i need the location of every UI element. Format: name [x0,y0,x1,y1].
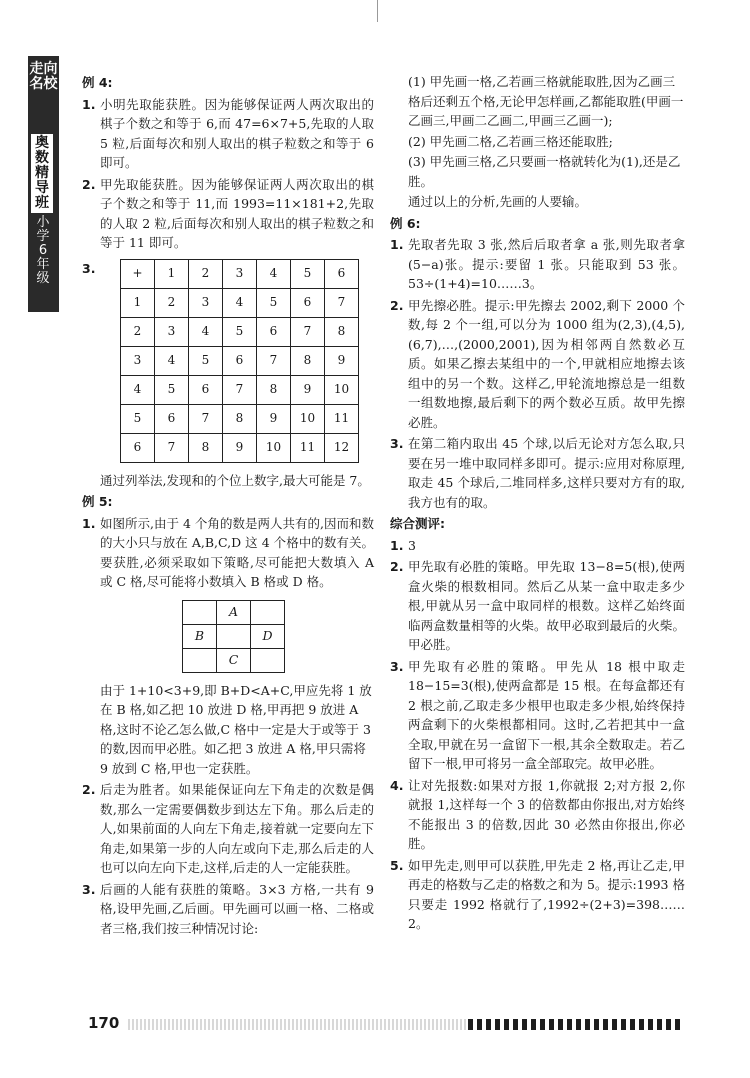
table-cell: 5 [291,259,325,288]
table-cell: 4 [223,288,257,317]
table-cell: 12 [325,433,359,462]
table-cell: 2 [189,259,223,288]
left-column [82,72,374,940]
list-item [82,259,374,463]
item-text: 让对先报数:如果对方报 1,你就报 2;对方报 2,你就报 1,这样每一个 3 的倍数都由你报出,对方始终不能报出 3 的倍数,因此 30 必然由你报出,你必胜。 [408,777,685,851]
table-cell: 6 [325,259,359,288]
list-item [82,95,374,173]
grid-cell: B [183,624,217,648]
table-cell: 5 [121,404,155,433]
top-divider-line [377,0,378,22]
list-item [390,434,685,512]
item-number: 3. [390,658,404,674]
table-row [121,404,359,433]
list-item [390,776,685,854]
table-cell: 1 [155,259,189,288]
item-number: 3. [390,436,404,451]
case-3: (3) 甲先画三格,乙只要画一格就转化为(1),还是乙胜。 [408,154,681,189]
table-cell: 5 [257,288,291,317]
table-cell: 7 [189,404,223,433]
grid-row [183,648,285,672]
ex6-heading: 例 6: [390,215,421,231]
list-item [390,536,685,556]
grid-row [183,624,285,648]
table-cell: 11 [325,404,359,433]
table-cell: 4 [189,317,223,346]
table-row [121,288,359,317]
series-label: 走向名校 [29,61,58,92]
item-number: 2. [390,297,404,313]
table-row [121,375,359,404]
item-text: 小明先取能获胜。因为能够保证两人两次取出的棋子个数之和等于 6,而 47=6×7+5,先取的人取 5 粒,后面每次和别人取出的棋子粒数之和等于 6 即可。 [100,96,374,170]
table-cell: 5 [223,317,257,346]
item-text: 甲先取能获胜。因为能够保证两人两次取出的棋子个数之和等于 11,而 1993=11×181+2,先取的人取 2 粒,后面每次和别人取出的棋子粒数之和等于 11 即可。 [100,176,374,250]
table-row [121,346,359,375]
table-cell: 6 [189,375,223,404]
review-heading: 综合测评: [390,516,445,531]
grid-cell: C [217,648,251,672]
table-cell: 9 [325,346,359,375]
table-cell: 6 [257,317,291,346]
item-number: 3. [82,881,96,897]
item-number: 1. [82,515,96,531]
grid-cell [183,648,217,672]
table-cell: 1 [121,288,155,317]
table-cell: 8 [223,404,257,433]
item-text: 在第二箱内取出 45 个球,以后无论对方怎么取,只要在另一堆中取同样多即可。提示:应用对称原理,取走 45 个球后,二堆同样多,这样只要对方有的取,我方也有的取。 [408,436,685,510]
item-number: 1. [82,96,96,112]
table-cell: 4 [121,375,155,404]
item-text: 甲先取有必胜的策略。甲先从 18 根中取走 18−15=3(根),使两盒都是 15 根。在每盒都还有 2 根之前,乙取走多少根甲也取走多少根,始终保持两盒剩下的火柴根都相同。这时,乙若把其中一盒全取,甲就在另一盒留下一根,其余全数取走。若乙留下一根,甲可将另一盒全部取完。故甲必胜。 [408,658,685,771]
list-item [82,880,374,939]
table-cell: 6 [291,288,325,317]
table-cell: + [121,259,155,288]
list-item [390,557,685,655]
table-cell: 9 [291,375,325,404]
item-number: 2. [82,782,96,797]
list-item [82,514,374,592]
table-row [121,317,359,346]
table-cell: 6 [155,404,189,433]
item-number: 5. [390,857,404,873]
list-item [390,296,685,433]
table-cell: 11 [291,433,325,462]
item-number: 2. [82,176,96,192]
table-cell: 3 [121,346,155,375]
table-row [121,259,359,288]
right-column [390,72,685,936]
table-cell: 10 [257,433,291,462]
footer-chevron-stripe [468,1019,683,1030]
table-cell: 6 [223,346,257,375]
table-cell: 10 [325,375,359,404]
grid-cell [251,648,285,672]
item-number: 1. [390,537,404,553]
table-cell: 3 [189,288,223,317]
table-cell: 7 [223,375,257,404]
table-cell: 8 [291,346,325,375]
grid-cell [183,600,217,624]
item-continuation: 由于 1+10<3+9,即 B+D<A+C,甲应先将 1 放在 B 格,如乙把 10 放进 D 格,甲再把 9 放进 A 格,这时不论乙怎么做,C 格中一定是大于或等于 3 的数,因而甲必胜。如乙把 3 放进 A 格,甲只需将 9 放到 C 格,甲也一定获胜。 [100,682,372,776]
item-text: 3 [408,537,416,553]
table-cell: 9 [257,404,291,433]
ex5-heading: 例 5: [82,494,113,509]
book-title: 奥数精导班 [31,134,53,213]
table-cell: 10 [291,404,325,433]
grid-cell [251,600,285,624]
page-number: 170 [88,1014,120,1032]
item-text: 甲先取有必胜的策略。甲先取 13−8=5(根),使两盒火柴的根数相同。然后乙从某一盒中取走多少根,甲就从另一盒中取同样的根数。这样乙始终面临两盒数量相等的火柴。故甲必取到最后的火柴。甲必胜。 [408,559,685,652]
item-number: 3. [82,260,96,276]
grid-cell [217,624,251,648]
table-cell: 8 [257,375,291,404]
item-text: 甲先擦必胜。提示:甲先擦去 2002,剩下 2000 个数,每 2 个一组,可以分为 1000 组为(2,3),(4,5),(6,7),…,(2000,2001),因为相邻两自然数必互质。如果乙擦去某组中的一个,甲就相应地擦去该组中的另一个数。这样乙,甲轮流地擦总是一组数一组数地擦,最后剩下的两个数必互质。故甲先擦必胜。 [408,297,685,430]
item-text: 如图所示,由于 4 个角的数是两人共有的,因而和数的大小只与放在 A,B,C,D 这 4 个格中的数有关。要获胜,必须采取如下策略,尽可能把大数填入 A 或 C 格,尽可能将小数填入 B 格或 D 格。 [100,515,374,589]
item-number: 2. [390,559,404,574]
grid-cell: A [217,600,251,624]
list-item [390,856,685,934]
grade-label: 小学6年级 [36,215,50,286]
table-cell: 2 [121,317,155,346]
item-text: 如甲先走,则甲可以获胜,甲先走 2 格,再让乙走,甲再走的格数与乙走的格数之和为 5。提示:1993 格只要走 1992 格就行了,1992÷(2+3)=398……2。 [408,857,685,931]
grid-cell: D [251,624,285,648]
table-cell: 6 [121,433,155,462]
side-tab [28,56,59,312]
list-item [390,657,685,774]
conclusion: 通过以上的分析,先画的人要输。 [408,194,587,209]
item-number: 4. [390,777,404,793]
list-item [390,235,685,294]
table-cell: 7 [257,346,291,375]
table-cell: 5 [189,346,223,375]
ex4-heading: 例 4: [82,75,113,90]
page-footer [0,1010,750,1040]
table-cell: 2 [155,288,189,317]
table-cell: 8 [325,317,359,346]
list-item [82,175,374,253]
table-row [121,433,359,462]
table-cell: 4 [257,259,291,288]
table-cell: 8 [189,433,223,462]
table-cell: 7 [155,433,189,462]
item-text: 先取者先取 3 张,然后后取者拿 a 张,则先取者拿(5−a)张。提示:要留 1 张。只能取到 53 张。53÷(1+4)=10……3。 [408,237,685,291]
grid-row [183,600,285,624]
item-number: 1. [390,237,404,252]
list-item [82,780,374,878]
three-by-three-grid [182,600,285,673]
table-cell: 5 [155,375,189,404]
item-text: 后画的人能有获胜的策略。3×3 方格,一共有 9 格,设甲先画,乙后画。甲先画可以画一格、二格或者三格,我们按三种情况讨论: [100,881,374,936]
case-1: (1) 甲先画一格,乙若画三格就能取胜,因为乙画三格后还剩五个格,无论甲怎样画,乙都能取胜(甲画一乙画三,甲画二乙画二,甲画三乙画一); [408,74,684,128]
table-cell: 3 [155,317,189,346]
addition-table [120,259,359,463]
table-cell: 3 [223,259,257,288]
table-cell: 9 [223,433,257,462]
case-2: (2) 甲先画二格,乙若画三格还能取胜; [408,133,613,149]
table-cell: 7 [291,317,325,346]
table-note: 通过列举法,发现和的个位上数字,最大可能是 7。 [100,472,370,488]
item-text: 后走为胜者。如果能保证向左下角走的次数是偶数,那么一定需要偶数步到达左下角。那么后走的人,如果前面的人向左下角走,接着就一定要向左下角走,如果第一步的人向左或向下走,那么后走的人也可以向左向下走,这样,后走的人一定能获胜。 [100,782,374,875]
table-cell: 7 [325,288,359,317]
table-cell: 4 [155,346,189,375]
